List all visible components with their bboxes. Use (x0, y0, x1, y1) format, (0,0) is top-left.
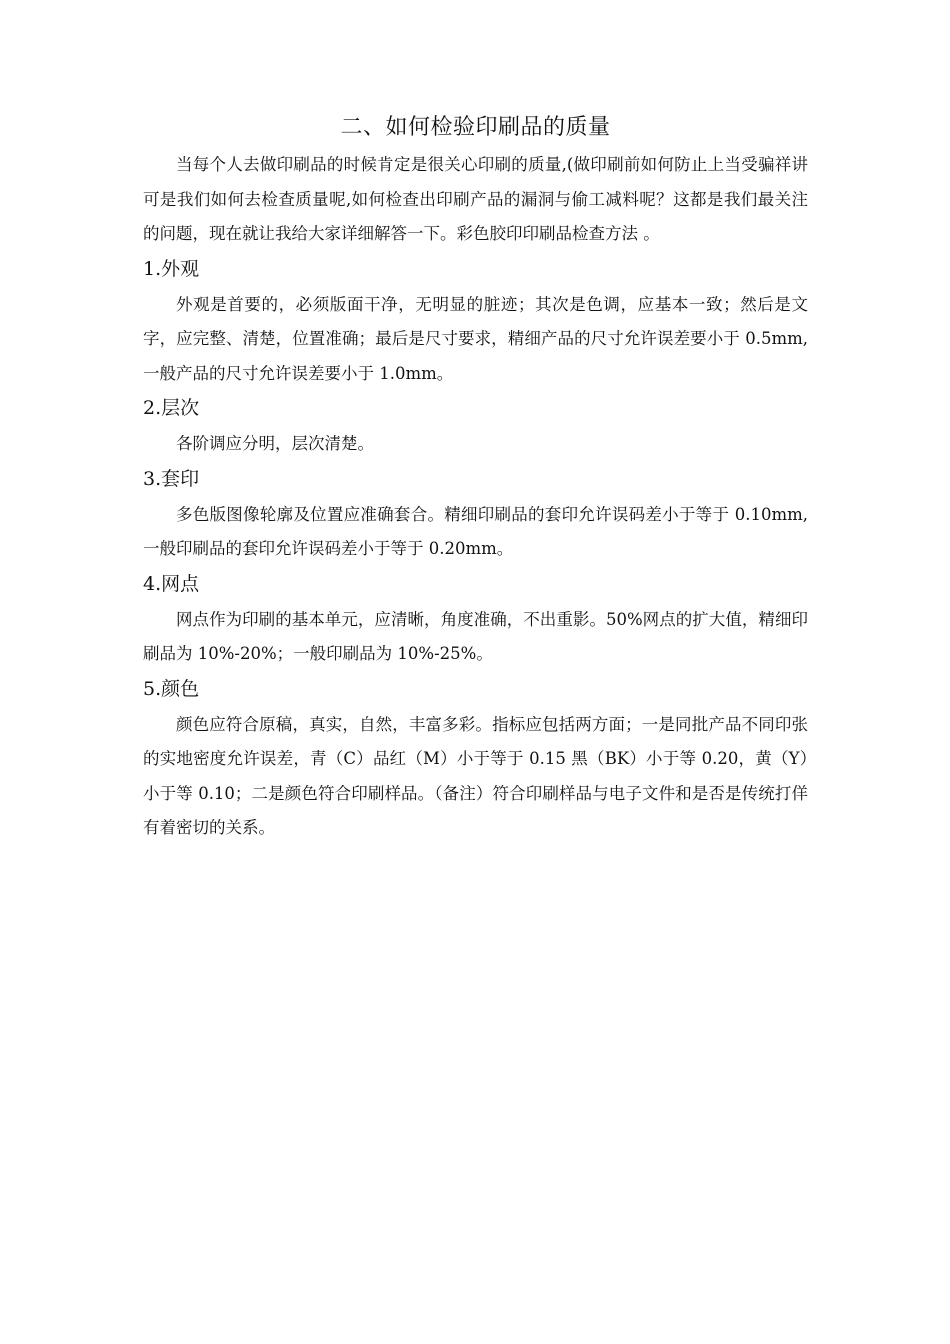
section-body: 外观是首要的，必须版面干净，无明显的脏迹；其次是色调，应基本一致；然后是文字，应完整、清楚，位置准确；最后是尺寸要求，精细产品的尺寸允许误差要小于 0.5mm,一般产品的尺寸允许误差要小于 1.0mm。 (143, 294, 808, 383)
section-registration (143, 462, 808, 567)
intro-paragraph: 当每个人去做印刷品的时候肯定是很关心印刷的质量,(做印刷前如何防止上当受骗祥讲可是我们如何去检查质量呢,如何检查出印刷产品的漏洞与偷工减料呢？这都是我们最关注的问题，现在就让我给大家详细解答一下。彩色胶印印刷品检查方法 。 (143, 155, 808, 243)
section-heading: 4.网点 (143, 572, 200, 595)
section-color (143, 672, 808, 846)
section-heading: 2.层次 (143, 397, 200, 419)
section-halftone-dots (143, 567, 808, 672)
section-body: 各阶调应分明，层次清楚。 (176, 434, 374, 453)
section-gradation (143, 391, 808, 462)
section-appearance (143, 252, 808, 392)
section-heading: 1.外观 (143, 257, 200, 280)
document-body (143, 110, 808, 846)
section-body: 颜色应符合原稿，真实，自然，丰富多彩。指标应包括两方面；一是同批产品不同印张的实地密度允许误差，青（C）品红（M）小于等于 0.15 黑（BK）小于等 0.20，黄（Y）小于等 0.10；二是颜色符合印刷样品。（备注）符合印刷样品与电子文件和是否是传统打佯有着密切的关系。 (143, 714, 808, 837)
section-heading: 5.颜色 (143, 677, 200, 700)
section-heading: 3.套印 (143, 467, 200, 490)
section-body: 网点作为印刷的基本单元，应清晰，角度准确，不出重影。50%网点的扩大值，精细印刷品为 10%-20%；一般印刷品为 10%-25%。 (143, 609, 808, 663)
page-title: 二、如何检验印刷品的质量 (340, 115, 611, 140)
section-body: 多色版图像轮廓及位置应准确套合。精细印刷品的套印允许误码差小于等于 0.10mm,一般印刷品的套印允许误码差小于等于 0.20mm。 (143, 504, 808, 558)
